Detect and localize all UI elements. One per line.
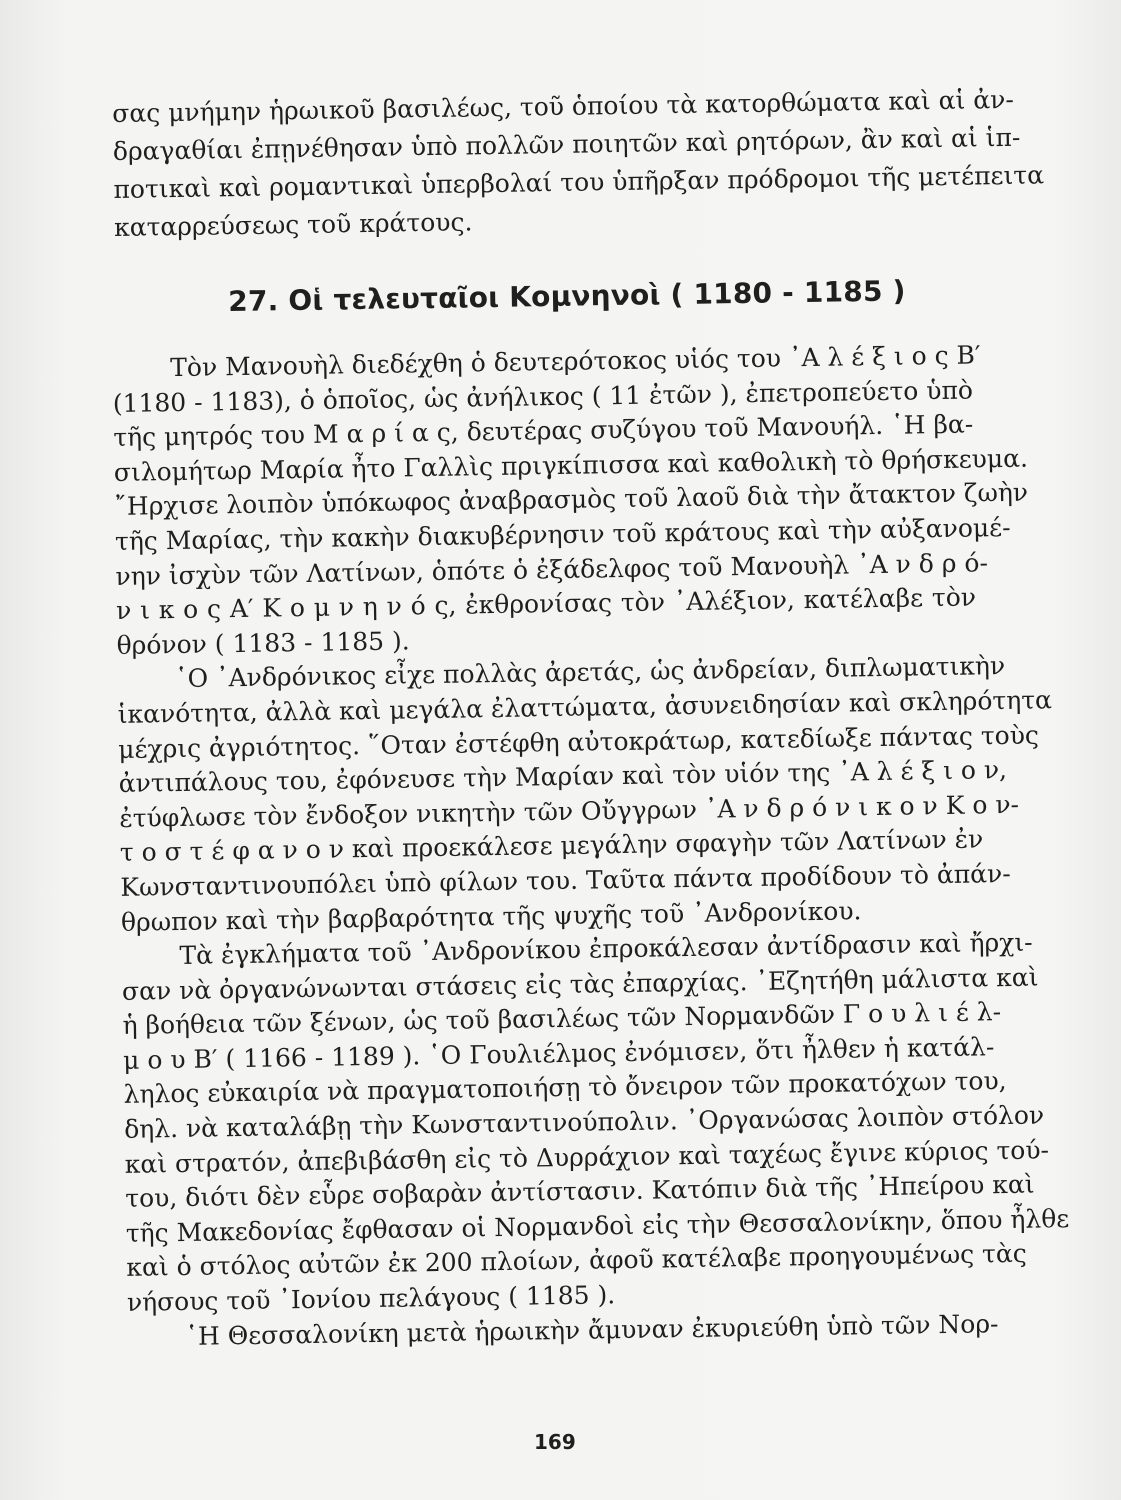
page-number: 169 — [534, 1430, 576, 1454]
text-line: δηλ. νὰ καταλάβῃ τὴν Κωνσταντινούπολιν. ᾿Οργανώσας λοιπὸν στόλον — [123, 1100, 1045, 1144]
text-line: θρόνον ( 1183 - 1185 ). — [116, 626, 410, 660]
text-line: νην ἰσχὺν τῶν Λατίνων, ὁπότε ὁ ἐξάδελφος τοῦ Μανουὴλ ᾿Α ν δ ρ ό- — [115, 547, 989, 591]
continuation-paragraph — [112, 81, 1045, 246]
text-line: τῆς μητρός του Μ α ρ ί α ς, δευτέρας συζύγου τοῦ Μανουήλ. ῾Η βα- — [113, 409, 974, 453]
text-line: Κωνσταντινουπόλει ὑπὸ φίλων του. Ταῦτα πάντα προδίδουν τὸ ἀπάν- — [120, 858, 1011, 902]
text-line: ἐτύφλωσε τὸν ἔνδοξον νικητὴν τῶν Οὔγγρων ᾿Α ν δ ρ ό ν ι κ ο ν Κ ο ν- — [119, 789, 1020, 833]
text-line: ἀντιπάλους του, ἐφόνευσε τὴν Μαρίαν καὶ τὸν υἱόν της ᾿Α λ έ ξ ι ο ν, — [118, 755, 1008, 799]
text-line: μέχρις ἀγριότητος. ῞Οταν ἐστέφθη αὐτοκράτωρ, κατεδίωξε πάντας τοὺς — [118, 720, 1040, 764]
text-line: ἱκανότητα, ἀλλὰ καὶ μεγάλα ἐλαττώματα, ἀσυνειδησίαν καὶ σκληρότητα — [117, 685, 1053, 729]
text-line: του, διότι δὲν εὗρε σοβαρὰν ἀντίστασιν. Κατόπιν διὰ τῆς ᾿Ηπείρου καὶ — [125, 1169, 1035, 1214]
text-line: τῆς Μαρίας, τὴν κακὴν διακυβέρνησιν τοῦ κράτους καὶ τὴν αὐξανομέ- — [114, 512, 1011, 556]
text-line: σαν νὰ ὀργανώνωνται στάσεις εἰς τὰς ἐπαρχίας. ᾿Εζητήθη μάλιστα καὶ — [121, 962, 1039, 1006]
text-line: ῾Η Θεσσαλονίκη μετὰ ἡρωικὴν ἄμυναν ἐκυριεύθη ὑπὸ τῶν Νορ- — [185, 1308, 999, 1351]
text-line: τ ο σ τ έ φ α ν ο ν καὶ προεκάλεσε μεγάλην σφαγὴν τῶν Λατίνων ἐν — [119, 824, 984, 868]
section-heading: 27. Οἱ τελευταῖοι Κομνηνοὶ ( 1180 - 1185 ) — [228, 274, 906, 318]
text-line: ῾Ο ᾿Ανδρόνικος εἶχε πολλὰς ἀρετάς, ὡς ἀνδρείαν, διπλωματικὴν — [174, 651, 1006, 694]
text-line: δραγαθίαι ἐπῃνέθησαν ὑπὸ πολλῶν ποιητῶν καὶ ρητόρων, ἂν καὶ αἱ ἱπ- — [112, 122, 1021, 166]
section-body — [112, 338, 1070, 1355]
text-line: ληλος εὐκαιρία νὰ πραγματοποιήσῃ τὸ ὄνειρον τῶν προκατόχων του, — [123, 1066, 1007, 1110]
text-line: θρωπον καὶ τὴν βαρβαρότητα τῆς ψυχῆς τοῦ ᾿Ανδρονίκου. — [120, 895, 862, 937]
text-line: ποτικαὶ καὶ ρομαντικαὶ ὑπερβολαί του ὑπῆρξαν πρόδρομοι τῆς μετέπειτα — [113, 160, 1045, 204]
text-line: μ ο υ Β′ ( 1166 - 1189 ). ῾Ο Γουλιέλμος ἐνόμισεν, ὅτι ἦλθεν ἡ κατάλ- — [122, 1032, 995, 1075]
text-line: (1180 - 1183), ὁ ὁποῖος, ὡς ἀνήλικος ( 11 ἐτῶν ), ἐπετροπεύετο ὑπὸ — [112, 375, 974, 418]
text-line: καὶ ὁ στόλος αὐτῶν ἐκ 200 πλοίων, ἀφοῦ κατέλαβε προηγουμένως τὰς — [126, 1239, 1028, 1283]
text-line: ῎Ηρχισε λοιπὸν ὑπόκωφος ἀναβρασμὸς τοῦ λαοῦ διὰ τὴν ἄτακτον ζωὴν — [114, 478, 1029, 522]
text-line: ἡ βοήθεια τῶν ξένων, ὡς τοῦ βασιλέως τῶν Νορμανδῶν Γ ο υ λ ι έ λ- — [122, 997, 1002, 1041]
text-line: Τὰ ἐγκλήματα τοῦ ᾿Ανδρονίκου ἐπροκάλεσαν ἀντίδρασιν καὶ ἤρχι- — [179, 927, 1033, 971]
text-line: σιλομήτωρ Μαρία ἦτο Γαλλὶς πριγκίπισσα καὶ καθολικὴ τὸ θρήσκευμα. — [113, 443, 1029, 487]
text-line: καὶ στρατόν, ἀπεβιβάσθη εἰς τὸ Δυρράχιον καὶ ταχέως ἔγινε κύριος τού- — [124, 1135, 1050, 1179]
text-line: καταρρεύσεως τοῦ κράτους. — [113, 207, 473, 242]
text-line: σας μνήμην ἡρωικοῦ βασιλέως, τοῦ ὁποίου τὰ κατορθώματα καὶ αἱ ἀν- — [112, 84, 1015, 128]
text-line: τῆς Μακεδονίας ἔφθασαν οἱ Νορμανδοὶ εἰς τὴν Θεσσαλονίκην, ὅπου ἦλθε — [125, 1203, 1070, 1248]
text-line: νήσους τοῦ ᾿Ιονίου πελάγους ( 1185 ). — [126, 1280, 616, 1317]
text-line: ν ι κ ο ς Α′ Κ ο μ ν η ν ό ς, ἐκθρονίσας τὸν ᾿Αλέξιον, κατέλαβε τὸν — [115, 582, 977, 626]
text-line: Τὸν Μανουὴλ διεδέχθη ὁ δευτερότοκος υἱός του ᾿Α λ έ ξ ι ο ς Β′ — [170, 340, 981, 383]
